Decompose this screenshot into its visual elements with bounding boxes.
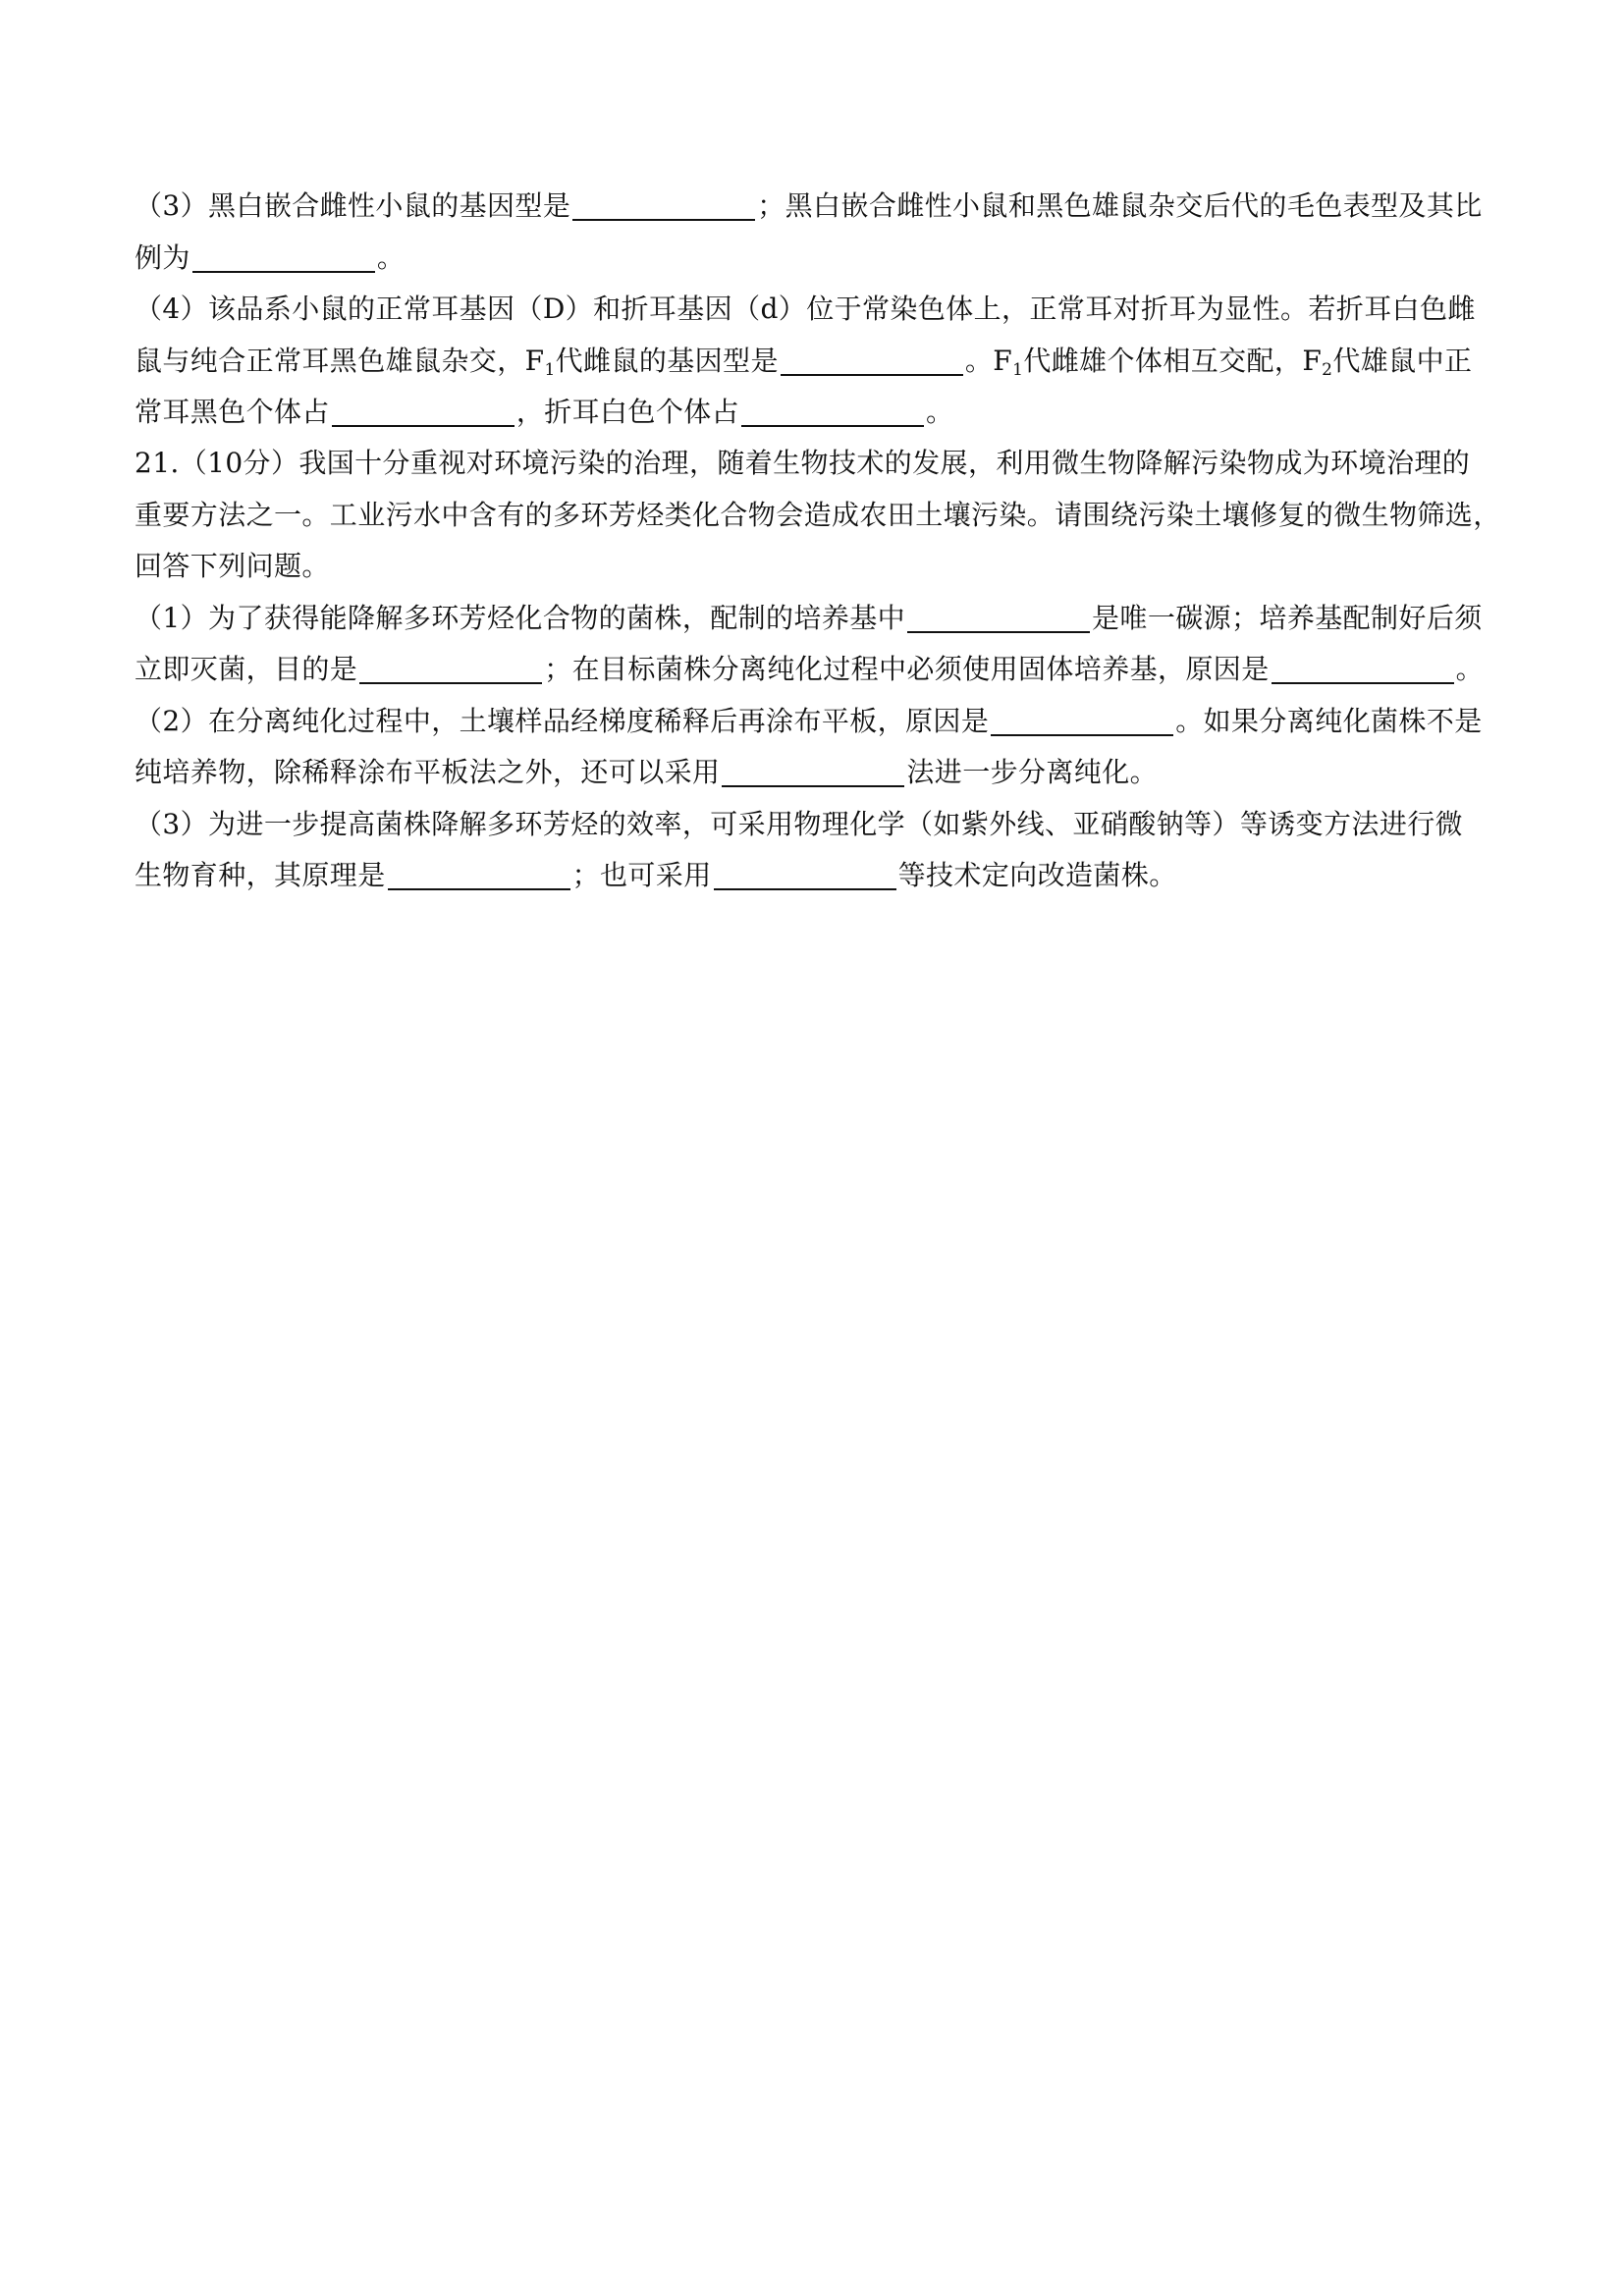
q21-p1-line2 xyxy=(135,650,1484,689)
text: 生物育种，其原理是 xyxy=(135,859,386,891)
q21-p2-line2 xyxy=(135,753,1158,792)
text: 是唯一碳源；培养基配制好后须 xyxy=(1092,602,1483,634)
text: （1）为了获得能降解多环芳烃化合物的菌株，配制的培养基中 xyxy=(135,602,906,634)
text: ；在目标菌株分离纯化过程中必须使用固体培养基，原因是 xyxy=(544,653,1270,685)
answer-blank[interactable] xyxy=(1272,682,1454,684)
q20-p4-line1 xyxy=(135,290,1476,329)
text: 等技术定向改造菌株。 xyxy=(897,859,1177,891)
text: 鼠与纯合正常耳黑色雄鼠杂交，F xyxy=(135,345,545,377)
text: 回答下列问题。 xyxy=(135,550,330,582)
answer-blank[interactable] xyxy=(388,888,570,890)
text: 。如果分离纯化菌株不是 xyxy=(1175,705,1483,737)
subscript: 1 xyxy=(1012,360,1024,380)
text: 法进一步分离纯化。 xyxy=(906,756,1159,788)
text: 常耳黑色个体占 xyxy=(135,396,330,428)
answer-blank[interactable] xyxy=(332,425,514,427)
text: （4）该品系小鼠的正常耳基因（D）和折耳基因（d）位于常染色体上，正常耳对折耳为显性。若折耳白色雌 xyxy=(135,293,1476,325)
subscript: 2 xyxy=(1322,360,1333,380)
text: 21.（10分）我国十分重视对环境污染的治理，随着生物技术的发展，利用微生物降解污染物成为环境治理的 xyxy=(135,447,1471,479)
q20-p3-line1 xyxy=(135,187,1483,226)
text: ；黑白嵌合雌性小鼠和黑色雄鼠杂交后代的毛色表型及其比 xyxy=(757,189,1483,222)
text: 代雌雄个体相互交配，F xyxy=(1023,345,1323,377)
text: 代雄鼠中正 xyxy=(1332,345,1473,377)
text: 。 xyxy=(376,241,406,274)
answer-blank[interactable] xyxy=(991,734,1173,736)
q21-intro-line1 xyxy=(135,444,1470,483)
answer-blank[interactable] xyxy=(192,271,375,273)
text: 例为 xyxy=(135,241,190,274)
q21-p3-line2 xyxy=(135,856,1177,895)
answer-blank[interactable] xyxy=(359,682,542,684)
text: （3）黑白嵌合雌性小鼠的基因型是 xyxy=(135,189,571,222)
text: 立即灭菌，目的是 xyxy=(135,653,358,685)
q20-p4-line3 xyxy=(135,393,953,432)
text: 。F xyxy=(964,345,1013,377)
text: （2）在分离纯化过程中，土壤样品经梯度稀释后再涂布平板，原因是 xyxy=(135,705,990,737)
text: 。 xyxy=(926,396,954,428)
subscript: 1 xyxy=(544,360,556,380)
q21-intro-line3 xyxy=(135,547,330,586)
q21-p1-line1 xyxy=(135,599,1483,638)
q20-p4-line2 xyxy=(135,342,1472,381)
text: 重要方法之一。工业污水中含有的多环芳烃类化合物会造成农田土壤污染。请围绕污染土壤修复的微生物筛选， xyxy=(135,499,1501,531)
q21-intro-line2 xyxy=(135,496,1501,535)
text: 代雌鼠的基因型是 xyxy=(555,345,779,377)
answer-blank[interactable] xyxy=(714,888,896,890)
answer-blank[interactable] xyxy=(907,631,1090,633)
answer-blank[interactable] xyxy=(781,374,963,376)
text: （3）为进一步提高菌株降解多环芳烃的效率，可采用物理化学（如紫外线、亚硝酸钠等）等诱变方法进行微 xyxy=(135,808,1464,840)
q21-p2-line1 xyxy=(135,702,1483,741)
answer-blank[interactable] xyxy=(722,785,904,787)
text: ，折耳白色个体占 xyxy=(515,396,740,428)
q21-p3-line1 xyxy=(135,805,1463,844)
answer-blank[interactable] xyxy=(572,219,755,221)
answer-blank[interactable] xyxy=(741,425,924,427)
text: ；也可采用 xyxy=(571,859,712,891)
text: 。 xyxy=(1455,653,1485,685)
q20-p3-line2 xyxy=(135,239,405,278)
text: 纯培养物，除稀释涂布平板法之外，还可以采用 xyxy=(135,756,721,788)
